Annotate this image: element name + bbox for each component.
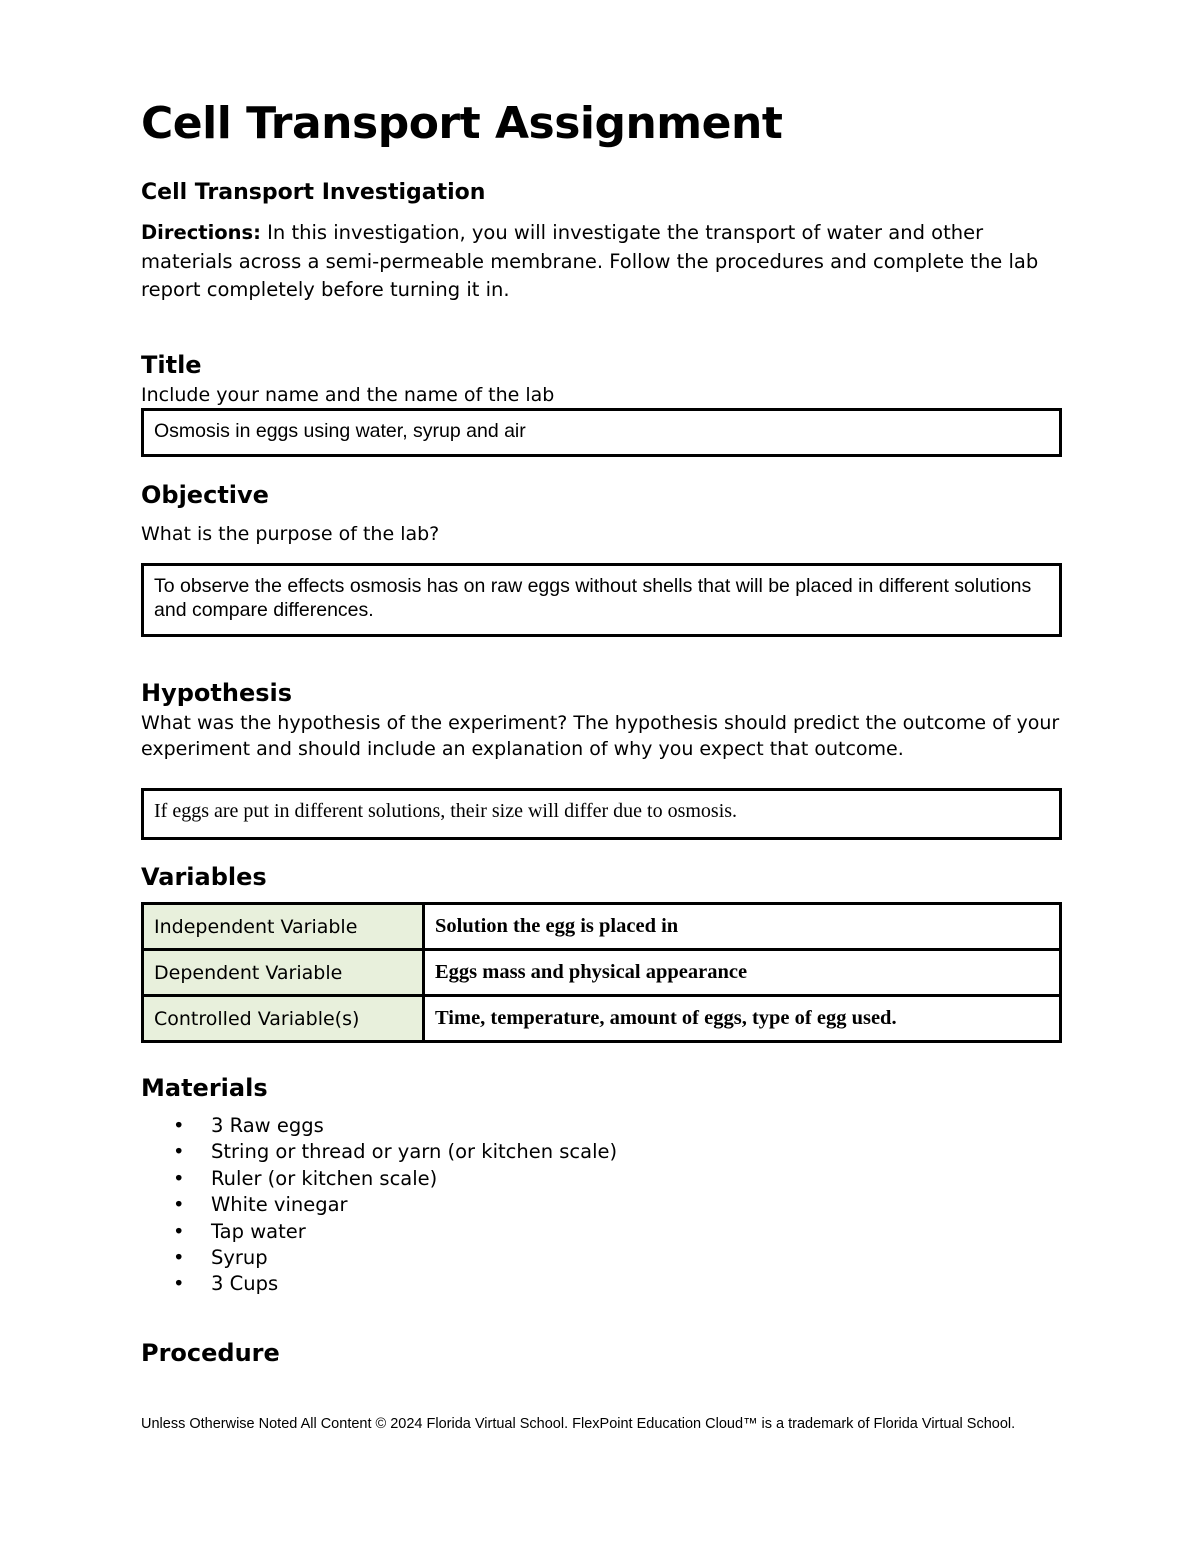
material-text: Tap water — [211, 1219, 306, 1243]
material-text: White vinegar — [211, 1193, 348, 1217]
materials-heading: Materials — [141, 1074, 268, 1102]
hypothesis-prompt: What was the hypothesis of the experiment? The hypothesis should predict the outcome of your experiment and should include an explanation of why you expect that outcome. — [141, 712, 1060, 760]
independent-variable-label: Independent Variable — [143, 904, 424, 950]
bullet-icon: • — [173, 1166, 185, 1190]
table-row — [143, 950, 1061, 996]
table-row — [143, 996, 1061, 1042]
bullet-icon: • — [173, 1246, 185, 1270]
objective-prompt: What is the purpose of the lab? — [141, 523, 440, 545]
bullet-icon: • — [173, 1114, 185, 1137]
list-item — [171, 1139, 617, 1165]
material-text: 3 Cups — [211, 1272, 279, 1296]
list-item — [171, 1245, 617, 1271]
list-item — [171, 1113, 617, 1139]
bullet-icon: • — [173, 1272, 185, 1296]
objective-heading: Objective — [141, 481, 269, 509]
title-answer-field[interactable]: Osmosis in eggs using water, syrup and air — [141, 408, 1062, 457]
directions-text: In this investigation, you will investigate the transport of water and other materials across a semi-permeable membrane. Follow the procedures and complete the lab report completely before turning it in. — [141, 221, 1039, 301]
directions-paragraph — [141, 219, 1062, 305]
variables-table — [141, 902, 1062, 1043]
objective-answer-field[interactable]: To observe the effects osmosis has on raw eggs without shells that will be placed in different solutions and compare differences. — [141, 563, 1062, 637]
bullet-icon: • — [173, 1140, 185, 1164]
dependent-variable-value[interactable]: Eggs mass and physical appearance — [424, 950, 1061, 996]
dependent-variable-label: Dependent Variable — [143, 950, 424, 996]
bullet-icon: • — [173, 1193, 185, 1217]
list-item — [171, 1166, 617, 1192]
variables-heading: Variables — [141, 863, 267, 891]
investigation-heading: Cell Transport Investigation — [141, 180, 486, 205]
independent-variable-value[interactable]: Solution the egg is placed in — [424, 904, 1061, 950]
table-row — [143, 904, 1061, 950]
list-item — [171, 1192, 617, 1218]
material-text: Ruler (or kitchen scale) — [211, 1166, 438, 1190]
controlled-variables-label: Controlled Variable(s) — [143, 996, 424, 1042]
hypothesis-heading: Hypothesis — [141, 679, 293, 707]
material-text: Syrup — [211, 1246, 268, 1270]
procedure-heading: Procedure — [141, 1339, 280, 1367]
title-heading: Title — [141, 351, 202, 379]
controlled-variables-value[interactable]: Time, temperature, amount of eggs, type of egg used. — [424, 996, 1061, 1042]
material-text: 3 Raw eggs — [211, 1114, 324, 1137]
directions-label: Directions: — [141, 221, 261, 244]
list-item — [171, 1219, 617, 1245]
title-prompt: Include your name and the name of the lab — [141, 384, 555, 406]
materials-list — [171, 1113, 617, 1298]
document-title: Cell Transport Assignment — [141, 98, 783, 149]
material-text: String or thread or yarn (or kitchen scale) — [211, 1140, 618, 1164]
bullet-icon: • — [173, 1219, 185, 1243]
list-item — [171, 1271, 617, 1297]
copyright-footer: Unless Otherwise Noted All Content © 2024 Florida Virtual School. FlexPoint Education Cloud™ is a trademark of Florida Virtual School. — [141, 1416, 1016, 1432]
hypothesis-answer-field[interactable]: If eggs are put in different solutions, their size will differ due to osmosis. — [141, 788, 1062, 840]
